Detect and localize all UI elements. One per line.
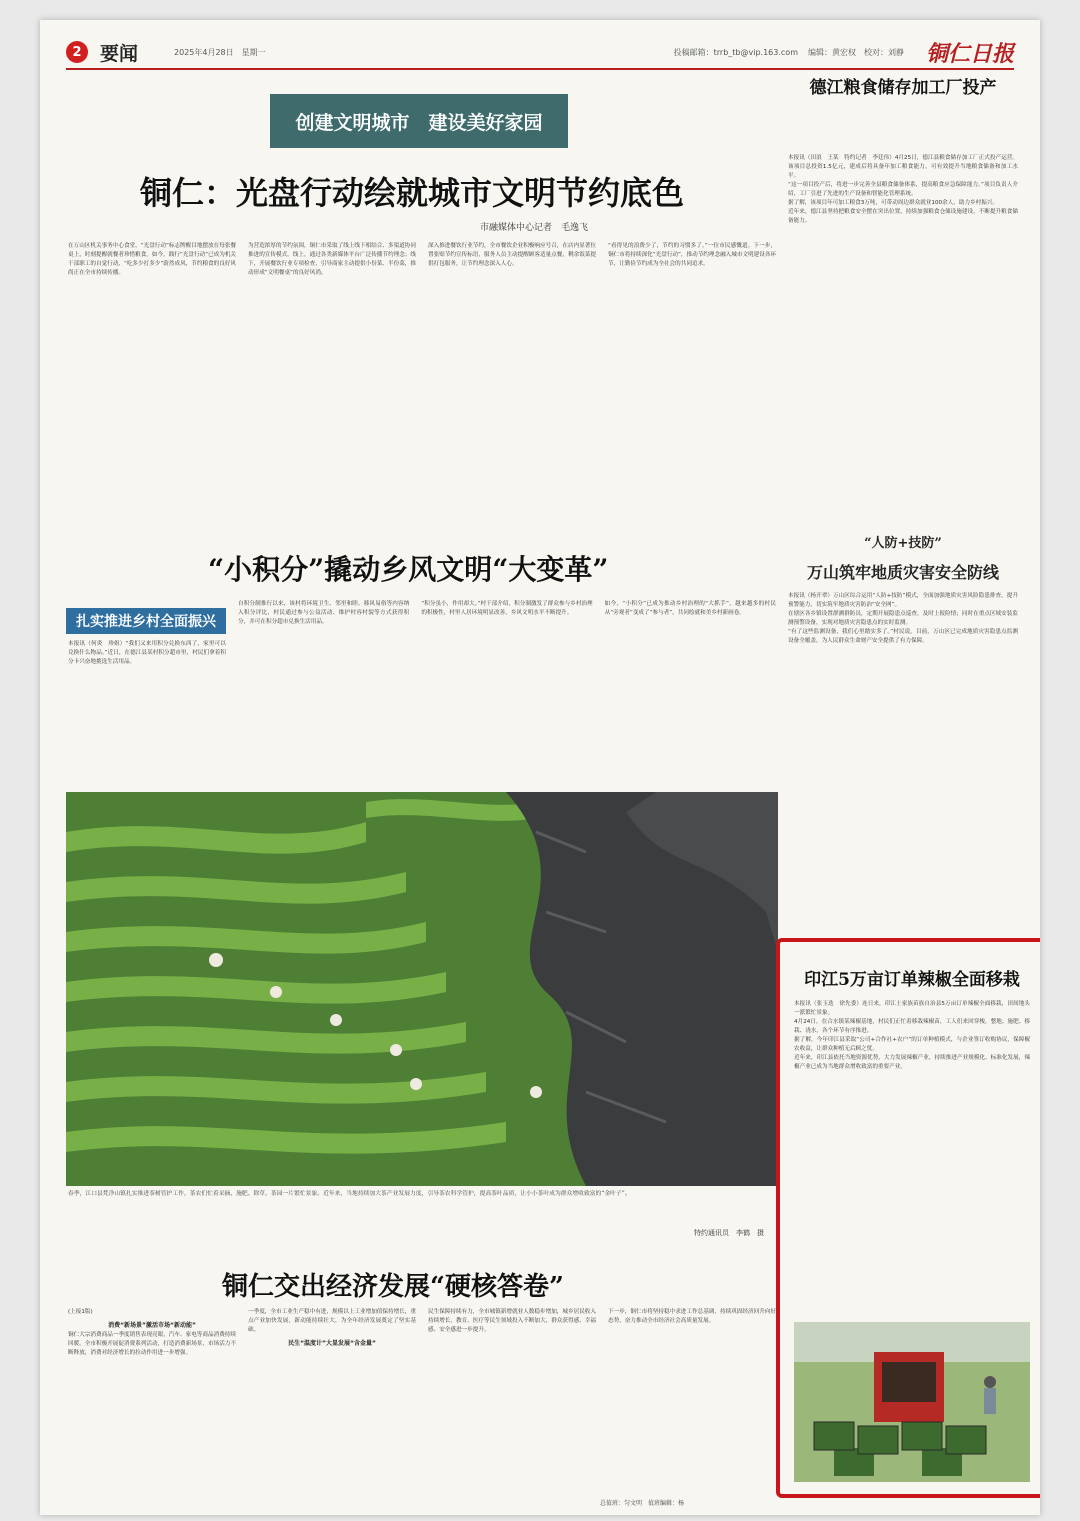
article1-paragraph: 深入推进餐饮行业节约，全市餐饮企业积极响应号召，在店内显著位置张贴节约宣传标语，服务人员主动提醒顾客适量点餐，剩余饭菜提供打包服务，让节约理念深入人心。 bbox=[428, 243, 596, 267]
article2-lead bbox=[68, 640, 226, 800]
highlighted-article-headline: 印江5万亩订单辣椒全面移栽 bbox=[804, 970, 1020, 990]
article1-body bbox=[68, 242, 776, 542]
right2-paragraph: 在辖区各乡镇设置群测群防员，定期开展隐患点巡查，及时上报险情；同时在重点区域安装监测预警设备，实现对地质灾害隐患点的实时监测。 bbox=[788, 611, 1018, 626]
article3-paragraph: 一季度，全市工业生产稳中有进，规模以上工业增加值保持增长，重点产业加快发展，新动能持续壮大，为全年经济发展奠定了坚实基础。 bbox=[248, 1309, 416, 1333]
campaign-banner: 创建文明城市 建设美好家园 bbox=[270, 94, 568, 148]
article1-byline: 市融媒体中心记者 毛逸飞 bbox=[480, 223, 589, 233]
right-article1-heading bbox=[788, 76, 1018, 100]
article1-headline: 铜仁：光盘行动绘就城市文明节约底色 bbox=[140, 174, 685, 212]
article3-paragraph: 铜仁大宗消费商品一季度销售表现亮眼，汽车、家电等商品消费持续回暖。全市积极开展促消费系列活动，打造消费新场景，市场活力不断释放，消费对经济增长的拉动作用进一步增强。 bbox=[68, 1332, 236, 1356]
right1-paragraph: 近年来，德江县坚持把粮食安全摆在突出位置，持续加强粮食仓储设施建设，不断提升粮食储备能力。 bbox=[788, 209, 1018, 224]
article3-paragraph: 民生保障持续有力，全市城镇新增就业人数稳步增加，城乡居民收入持续增长，教育、医疗等民生领域投入不断加大，群众获得感、幸福感、安全感进一步提升。 bbox=[428, 1309, 596, 1333]
right-article1-headline: 德江粮食储存加工厂投产 bbox=[809, 78, 997, 98]
photo-caption: 春季，江口县梵净山镇扎实推进茶树管护工作，茶农们忙着采摘、施肥、除草，茶园一片繁忙景象。近年来，当地持续加大茶产业发展力度，引导茶农科学管护，提高茶叶品质，让小小茶叶成为群众增收致富的“金叶子”。 bbox=[68, 1191, 631, 1197]
page-header bbox=[66, 36, 1014, 70]
issue-date: 2025年4月28日 星期一 bbox=[174, 47, 266, 57]
article2-paragraph: 自积分制推行以来，该村将环境卫生、邻里和睦、移风易俗等内容纳入积分评比，村民通过参与公益活动、维护村容村貌等方式获得积分，并可在积分超市兑换生活用品。 bbox=[238, 601, 410, 625]
truck-with-seedlings-illustration bbox=[794, 1322, 1030, 1482]
continued-marker: (上接1版) bbox=[68, 1309, 93, 1315]
article2-paragraph: 如今，“小积分”已成为推动乡村治理的“大抓手”，越来越多的村民从“旁观者”变成了“参与者”，共同绘就和美乡村新画卷。 bbox=[604, 601, 776, 616]
article1-paragraph: “看得见的浪费少了，节约的习惯多了。”一位市民感慨道。下一步，铜仁市将持续深化“光盘行动”，推动节约理念融入城市文明建设各环节，让勤俭节约成为全社会的共同追求。 bbox=[608, 243, 777, 267]
masthead-logo: 铜仁日报 bbox=[925, 40, 1014, 67]
article3-paragraph: 下一步，铜仁市将坚持稳中求进工作总基调，持续巩固经济回升向好态势，奋力推动全市经济社会高质量发展。 bbox=[608, 1309, 776, 1324]
right3-paragraph: 近年来，印江县依托当地资源优势，大力发展辣椒产业，持续推进产业规模化、标准化发展，辣椒产业已成为当地群众增收致富的重要产业。 bbox=[794, 1055, 1030, 1070]
right1-paragraph: “这一项目投产后，将进一步完善全县粮食储备体系，提高粮食应急保障能力。”项目负责人介绍，工厂引进了先进的生产设备和智能化管理系统。 bbox=[788, 182, 1018, 197]
article2-headline: “小积分”撬动乡风文明“大变革” bbox=[208, 553, 609, 586]
rural-revitalization-tag: 扎实推进乡村全面振兴 bbox=[66, 608, 226, 634]
page-number-badge: 2 bbox=[66, 41, 88, 63]
right3-paragraph: 本报讯（张玉迭 徐先委）连日来，印江土家族苗族自治县5万亩订单辣椒全面移栽，田间地头一派繁忙景象。 bbox=[794, 1001, 1030, 1016]
editor-credits: 编辑：黄宏权 校对：刘静 bbox=[807, 47, 904, 57]
article2-body bbox=[238, 600, 776, 796]
right1-paragraph: 本报讯（田浪 王某 特约记者 李廷伟）4月25日，德江县粮食储存加工厂正式投产运营。该项目总投资1.5亿元，建成后将具备年加工粮食能力，可有效提升当地粮食储备和加工水平。 bbox=[788, 155, 1018, 179]
right-article2-headline: 万山筑牢地质灾害安全防线 bbox=[806, 563, 999, 582]
right1-paragraph: 据了解，该项目年可加工粮食3万吨，可带动周边群众就业100余人，助力乡村振兴。 bbox=[788, 200, 999, 206]
right2-paragraph: “有了这些监测设备，我们心里踏实多了。”村民说。目前，万山区已完成地质灾害隐患点监测设备全覆盖，为人民群众生命财产安全提供了有力保障。 bbox=[788, 629, 1018, 644]
section-title: 要闻 bbox=[100, 42, 139, 65]
right-article2-kicker: “人防+技防” bbox=[864, 536, 942, 551]
article1-paragraph: 在万山区机关事务中心食堂，“光盘行动”标志牌醒目地摆放在每张餐桌上，时刻提醒就餐者珍惜粮食。如今，践行“光盘行动”已成为机关干部职工的自觉行动，“吃多少打多少”蔚然成风，节约粮食的良好风尚正在全市持续传播。 bbox=[68, 243, 237, 276]
tea-garden-illustration bbox=[66, 792, 778, 1186]
chili-field-photo bbox=[794, 1322, 1030, 1482]
contact-email: 投稿邮箱：trrb_tb@vip.163.com bbox=[673, 47, 798, 57]
article3-body bbox=[68, 1308, 776, 1496]
page-footer: 总值班：匀文明 值班编辑：杨 bbox=[600, 1500, 691, 1507]
newspaper-page bbox=[40, 20, 1040, 1515]
highlighted-article-box bbox=[776, 938, 1040, 1498]
photo-credit: 特约通讯员 李鹤 摄 bbox=[694, 1229, 764, 1237]
article3-subhead: 民生“温度计”大显发展“含金量” bbox=[288, 1340, 376, 1347]
article2-paragraph: “积分虽小，作用却大。”村干部介绍，积分制激发了群众参与乡村治理的积极性，村里人居环境明显改善，乡风文明水平不断提升。 bbox=[421, 601, 593, 616]
article3-subhead: 消费“新场景”激活市场“新动能” bbox=[108, 1322, 196, 1329]
article1-paragraph: 为营造浓厚的节约氛围，铜仁市采取了线上线下相结合、多渠道协同推进的宣传模式。线上，通过各类新媒体平台广泛传播节约理念；线下，开展餐饮行业专项检查，引导商家主动提供小份菜、半份菜，推动形成“文明餐桌”的良好风尚。 bbox=[248, 243, 416, 276]
right-article2-body bbox=[788, 592, 1018, 934]
article3-headline: 铜仁交出经济发展“硬核答卷” bbox=[222, 1272, 564, 1302]
article2-paragraph: 本报讯（何炎 珍姐）“我们又来用积分兑换东西了，家里可以兑换什么物品。”近日，在德江县某村积分超市里，村民们拿着积分卡兴奋地挑选生活用品。 bbox=[68, 641, 226, 665]
right3-paragraph: 4月24日，在合水镇某辣椒基地，村民们正忙着移栽辣椒苗，工人们来回穿梭，整地、施肥、移栽、浇水，各个环节有序推进。 bbox=[794, 1019, 1030, 1034]
right-article1-body bbox=[788, 154, 1018, 524]
highlighted-article-body bbox=[794, 1000, 1030, 1240]
tea-garden-photo bbox=[66, 792, 778, 1186]
right3-paragraph: 据了解，今年印江县采取“公司+合作社+农户”的订单种植模式，与企业签订收购协议，保障椒农收益，让群众种植无后顾之忧。 bbox=[794, 1037, 1030, 1052]
right2-paragraph: 本报讯（杨开翠）万山区综合运用“人防+技防”模式，全面加强地质灾害风险隐患排查，提升预警能力，切实筑牢地质灾害防治“安全网”。 bbox=[788, 593, 1018, 608]
